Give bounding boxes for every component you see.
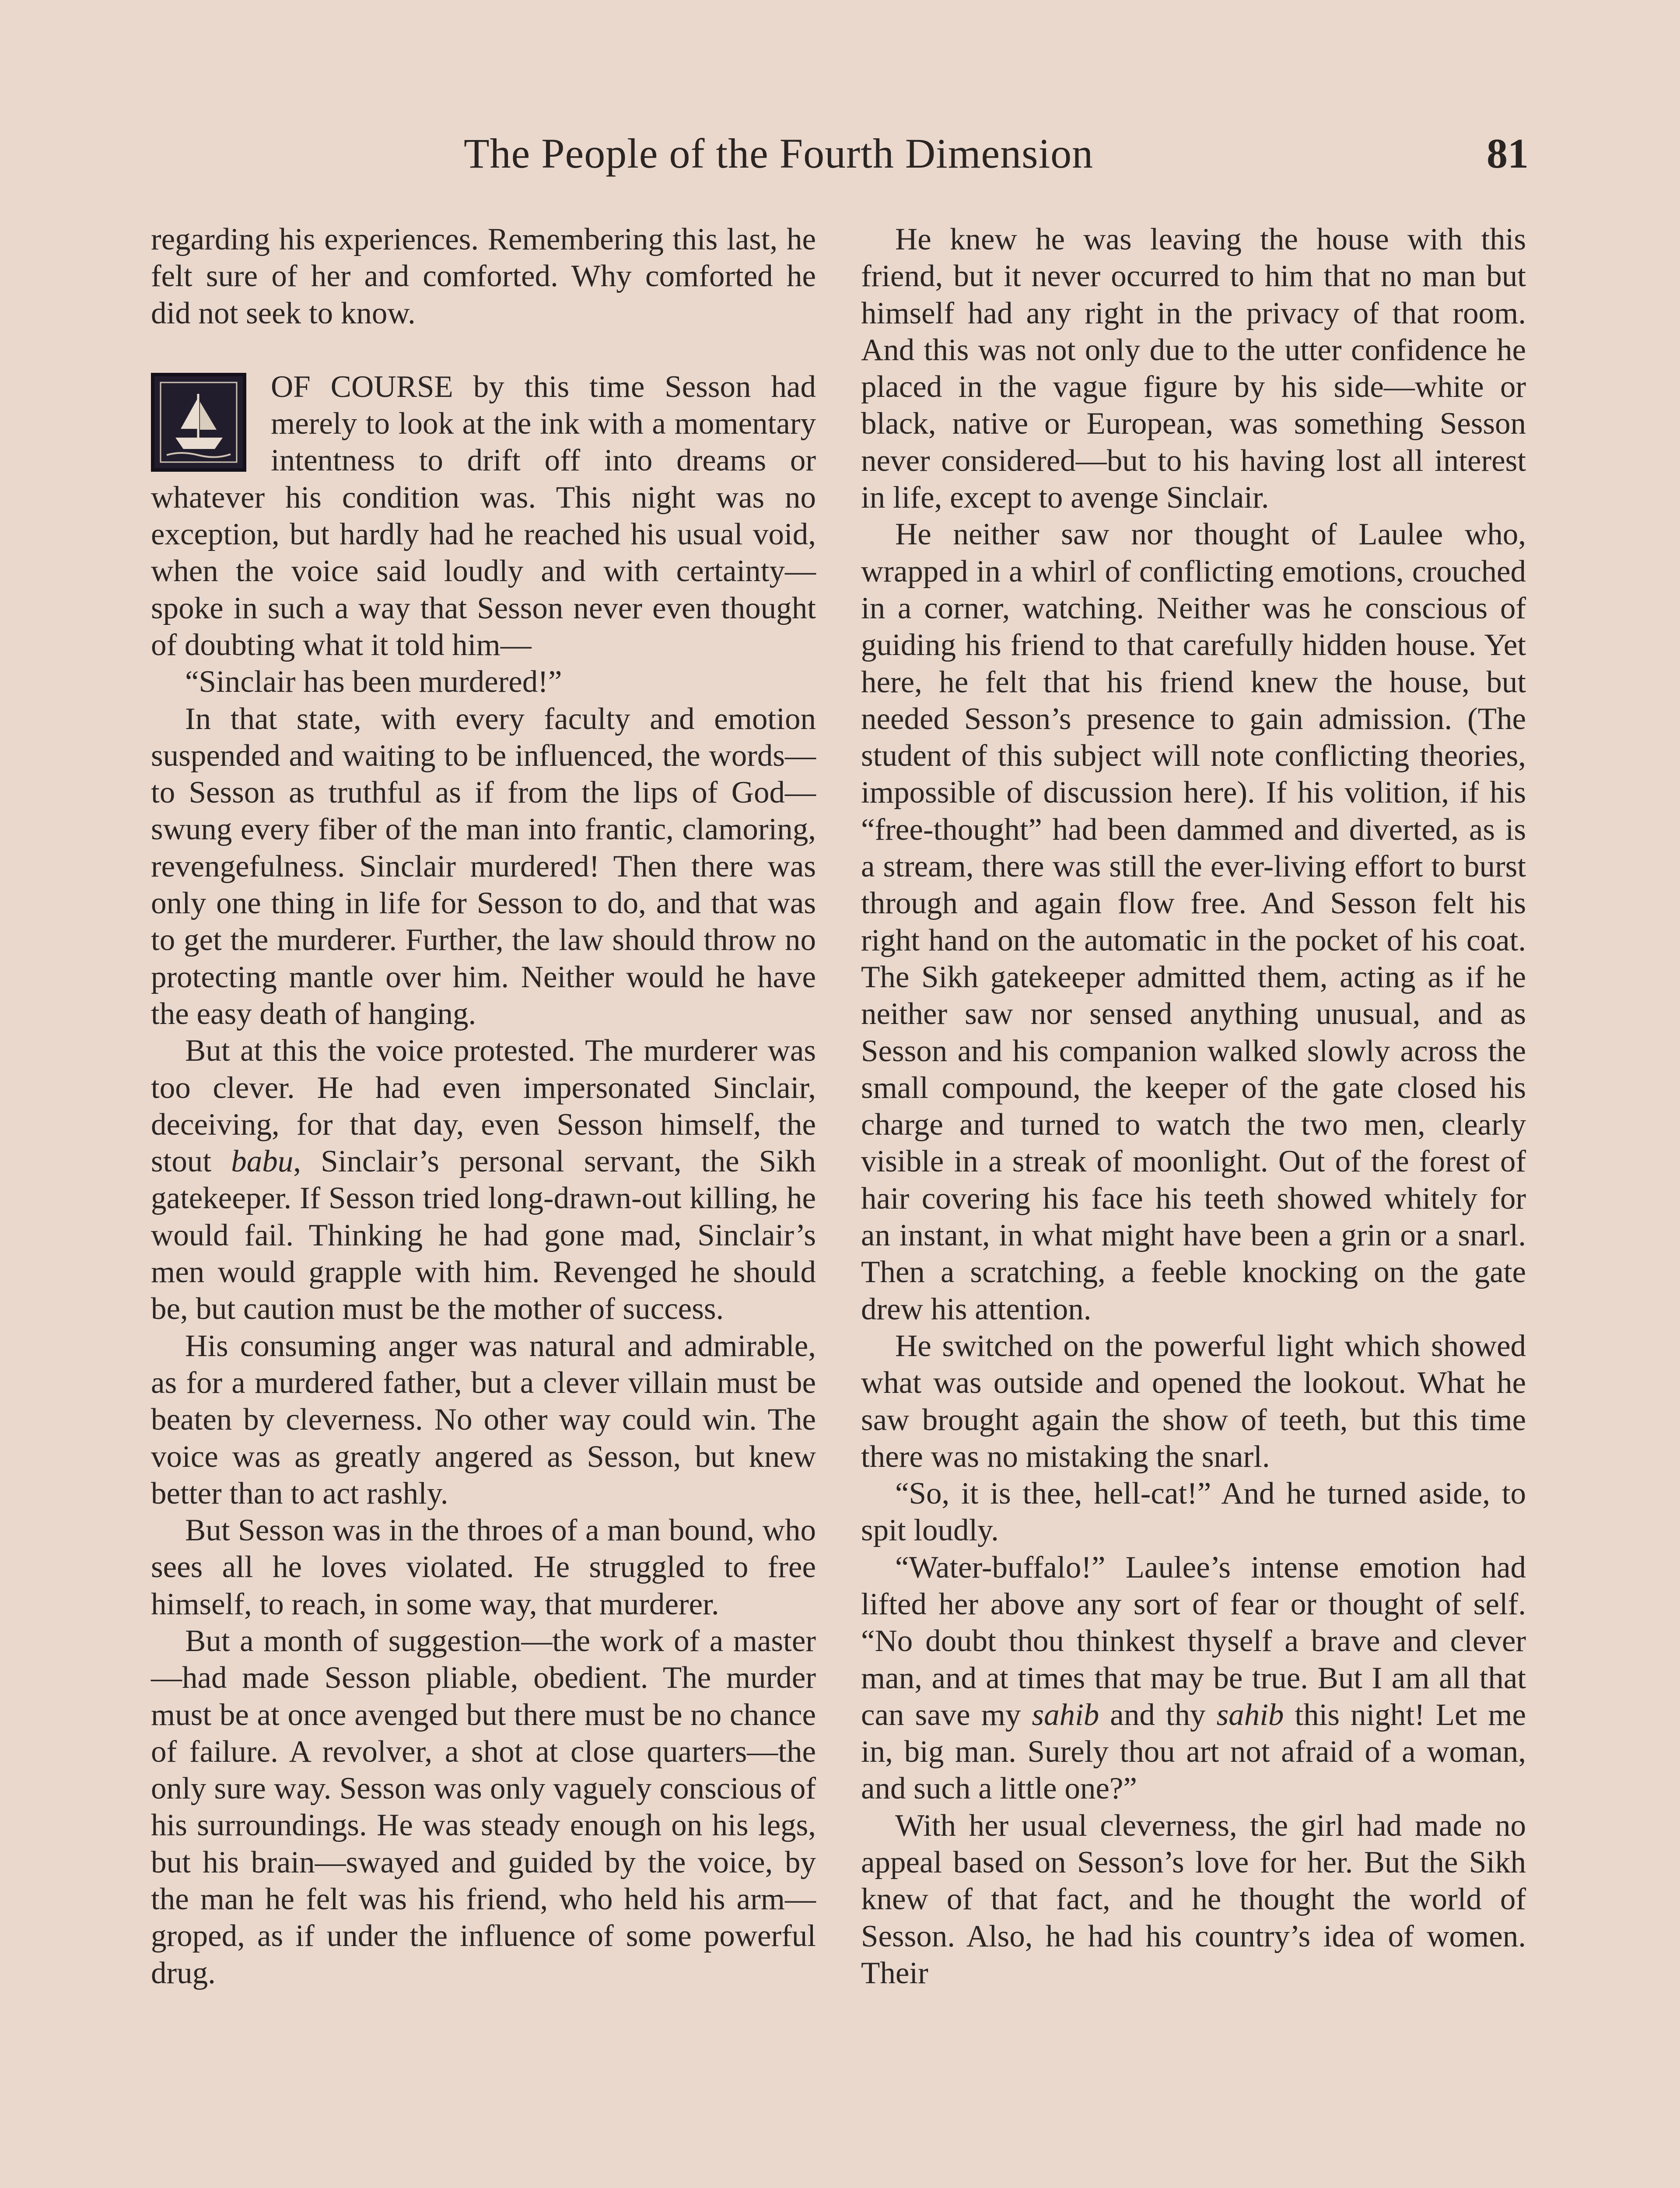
section-start-paragraph (151, 368, 816, 663)
section-lead: OF COURSE (271, 369, 453, 404)
paragraph: With her usual cleverness, the girl had made no appeal based on Sesson’s love for her. But the Sikh knew of that fact, and he thought the world of Sesson. Also, he had his country’s idea of women. Their (861, 1808, 1526, 1990)
paragraph: But Sesson was in the throes of a man bound, who sees all he loves violated. He struggled to free himself, to reach, in some way, that murderer. (151, 1513, 816, 1621)
italic-term: sahib (1216, 1697, 1284, 1732)
paragraph: “Sinclair has been murdered!” (185, 665, 562, 699)
italic-term: babu (231, 1144, 294, 1179)
left-column (151, 221, 816, 1992)
text-run: “Water-buffalo!” Laulee’s intense emotion had lifted her above any sort of fear or thought of self. “No doubt thou thinkest thyself a brave and clever man, and at times that may be true. But I am all that can save my (861, 1550, 1526, 1732)
text-run: and thy (1099, 1697, 1217, 1732)
paragraph: But a month of suggestion—the work of a master—had made Sesson pliable, obedient. The murder must be at once avenged but there must be no chance of failure. A revolver, a shot at close quarters—the only sure way. Sesson was only vaguely conscious of his surroundings. He was steady enough on his legs, but his brain—swayed and guided by the voice, by the man he felt was his friend, who held his arm—groped, as if under the influence of some powerful drug. (151, 1623, 816, 1990)
italic-term: sahib (1032, 1697, 1099, 1732)
paragraph: He switched on the powerful light which showed what was outside and opened the lookout. What he saw brought again the show of teeth, but this time there was no mistaking the snarl. (861, 1329, 1526, 1474)
paragraph: He neither saw nor thought of Laulee who, wrapped in a whirl of conflicting emotions, crouched in a corner, watching. Neither was he conscious of guiding his friend to that carefully hidden house. Yet here, he felt that his friend knew the house, but needed Sesson’s presence to gain admission. (The student of this subject will note conflicting theories, impossible of discussion here). If his volition, if his “free-thought” had been dammed and diverted, as is a stream, there was still the ever-living effort to burst through and again flow free. And Sesson felt his right hand on the automatic in the pocket of his coat. The Sikh gatekeeper admitted them, acting as if he neither saw nor sensed anything unusual, and as Sesson and his companion walked slowly across the small compound, the keeper of the gate closed his charge and turned to watch the two men, clearly visible in a streak of moonlight. Out of the forest of hair covering his face his teeth showed whitely for an instant, in what might have been a grin or a snarl. Then a scratching, a feeble knocking on the gate drew his attention. (861, 517, 1526, 1326)
paragraph (151, 1032, 816, 1327)
right-column (861, 221, 1526, 1992)
running-title: The People of the Fourth Dimension (464, 130, 1094, 177)
paragraph: His consuming anger was natural and admirable, as for a murdered father, but a clever villain must be beaten by cleverness. No other way could win. The voice was as greatly angered as Sesson, but knew better than to act rashly. (151, 1329, 816, 1511)
paragraph: regarding his experiences. Remembering this last, he felt sure of her and comforted. Why comforted he did not seek to know. (151, 222, 816, 330)
drop-cap-ornament (151, 373, 246, 472)
text-run: this night! Let me in, big man. Surely thou art not afraid of a woman, and such a little one?” (861, 1697, 1526, 1806)
paragraph: In that state, with every faculty and emotion suspended and waiting to be influenced, the words—to Sesson as truthful as if from the lips of God—swung every fiber of the man into frantic, clamoring, revengefulness. Sinclair murdered! Then there was only one thing in life for Sesson to do, and that was to get the murderer. Further, the law should throw no protecting mantle over him. Neither would he have the easy death of hanging. (151, 701, 816, 1031)
page-header (0, 129, 1680, 190)
paragraph: “So, it is thee, hell-cat!” And he turned aside, to spit loudly. (861, 1476, 1526, 1548)
paragraph (861, 1549, 1526, 1807)
text-run: But at this the voice protested. The murderer was too clever. He had even impersonated Sinclair, deceiving, for that day, even Sesson himself, the stout (151, 1034, 816, 1179)
ship-icon (154, 376, 243, 468)
paragraph: He knew he was leaving the house with this friend, but it never occurred to him that no man but himself had any right in the privacy of that room. And this was not only due to the utter confidence he placed in the vague figure by his side—white or black, native or European, was something Sesson never considered—but to his having lost all interest in life, except to avenge Sinclair. (861, 222, 1526, 515)
text-run: , Sinclair’s personal servant, the Sikh gatekeeper. If Sesson tried long-drawn-out killing, he would fail. Thinking he had gone mad, Sinclair’s men would grapple with him. Revenged he should be, but caution must be the mother of success. (151, 1144, 816, 1326)
section-text: by this time Sesson had merely to look at the ink with a momentary intentness to drift off into dreams or whatever his condition was. This night was no exception, but hardly had he reached his usual void, when the voice said loudly and with certainty—spoke in such a way that Sesson never even thought of doubting what it told him— (151, 369, 816, 662)
page-number: 81 (1487, 130, 1529, 177)
